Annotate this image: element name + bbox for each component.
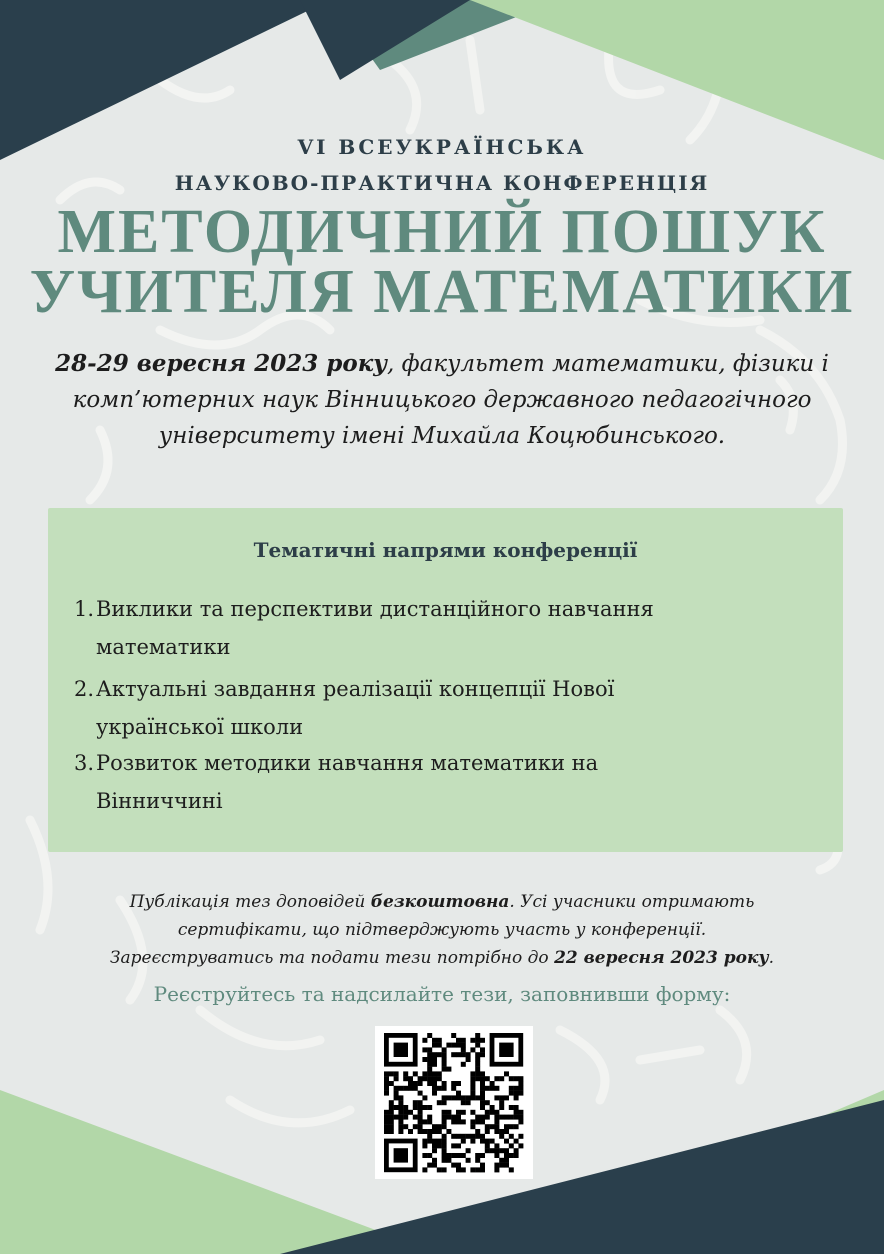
topic-number: 3. xyxy=(73,751,94,775)
topics-panel xyxy=(48,508,843,852)
footer-deadline-note: Зареєструватись та подати тези потрібно до 22 вересня 2023 року. xyxy=(109,948,775,968)
registration-call-to-action: Реєструйтесь та надсилайте тези, заповнивши форму: xyxy=(153,982,731,1006)
conference-location: , факультет математики, фізики і комп’ютерних наук Вінницького державного педагогічного університету імені Михайла Коцюбинського. xyxy=(72,351,829,449)
title-line-1: МЕТОДИЧНИЙ ПОШУК xyxy=(57,198,827,266)
qr-code-graphic xyxy=(375,1026,533,1179)
bottom-navy-shape xyxy=(280,1100,884,1254)
qr-code-icon[interactable] xyxy=(375,1026,533,1179)
bottom-left-green-shape xyxy=(0,1090,440,1254)
free-label: безкоштовна xyxy=(370,892,510,912)
topic-text-line-2: Вінниччині xyxy=(96,789,223,813)
topic-text-line-2: математики xyxy=(96,635,231,659)
topic-number: 2. xyxy=(73,677,94,701)
topic-text-line-1: Актуальні завдання реалізації концепції Нової xyxy=(96,677,615,701)
subtitle-line-1: VI ВСЕУКРАЇНСЬКА xyxy=(297,135,587,159)
topic-text-line-2: української школи xyxy=(96,715,304,739)
topic-number: 1. xyxy=(73,597,94,621)
footer-certificates-note: сертифікати, що підтверджують участь у конференції. xyxy=(177,920,707,940)
topics-title: Тематичні напрями конференції xyxy=(253,538,638,562)
conference-date: 28-29 вересня 2023 року xyxy=(55,350,388,377)
deadline-date: 22 вересня 2023 року xyxy=(554,948,769,968)
topic-text-line-1: Розвиток методики навчання математики на xyxy=(96,751,599,775)
intro-paragraph xyxy=(30,346,854,454)
title-line-2: УЧИТЕЛЯ МАТЕМАТИКИ xyxy=(29,258,855,326)
footer-publication-note: Публікація тез доповідей безкоштовна. Усі учасники отримають xyxy=(129,892,755,912)
topic-text-line-1: Виклики та перспективи дистанційного навчання xyxy=(96,597,654,621)
subtitle-line-2: НАУКОВО-ПРАКТИЧНА КОНФЕРЕНЦІЯ xyxy=(174,171,710,195)
